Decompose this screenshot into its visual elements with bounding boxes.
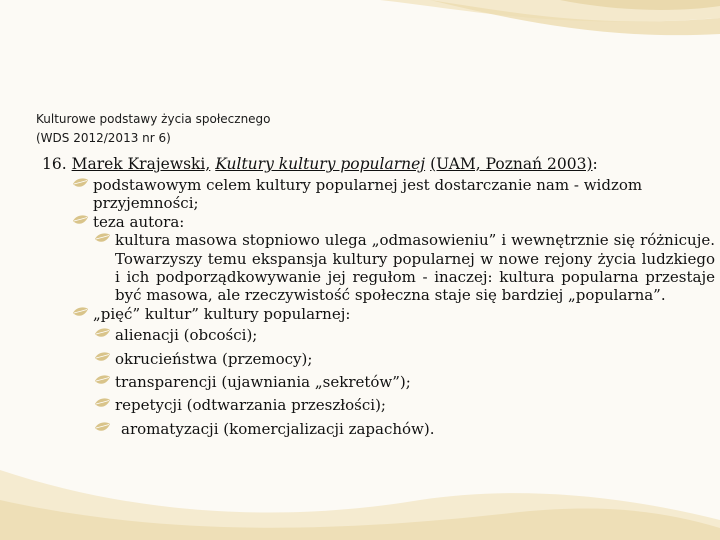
- list-item-text: aromatyzacji (komercjalizacji zapachów).: [121, 419, 435, 438]
- leaf-bullet-icon: [94, 374, 111, 388]
- list-item-text: alienacji (obcości);: [115, 326, 258, 345]
- list-item-text: transparencji (ujawniania „sekretów”);: [115, 373, 411, 392]
- list-item-text: teza autora:: [93, 212, 185, 231]
- slide-header: [36, 110, 271, 148]
- leaf-bullet-icon: [94, 397, 111, 411]
- leaf-bullet-icon: [72, 177, 89, 191]
- list-item: [93, 305, 682, 323]
- list-item: [115, 231, 715, 305]
- list-item-text: repetycji (odtwarzania przeszłości);: [115, 396, 386, 415]
- heading-number: 16.: [42, 155, 67, 173]
- list-item: [115, 326, 682, 344]
- list-item: [115, 396, 682, 414]
- heading-colon: :: [592, 155, 598, 173]
- list-item: [115, 350, 682, 368]
- leaf-bullet-icon: [72, 214, 89, 228]
- leaf-bullet-icon: [94, 421, 111, 435]
- header-course-code: (WDS 2012/2013 nr 6): [36, 131, 171, 145]
- list-item-text: podstawowym celem kultury popularnej jest dostarczanie nam - widzom przyjemności;: [93, 176, 643, 213]
- heading-author: Marek Krajewski,: [71, 155, 211, 173]
- heading-publisher: (UAM, Poznań 2003): [430, 155, 593, 173]
- list-item: [121, 420, 682, 438]
- leaf-bullet-icon: [72, 306, 89, 320]
- slide-heading: [42, 154, 682, 174]
- heading-book-title: Kultury kultury popularnej: [215, 155, 426, 173]
- leaf-bullet-icon: [94, 327, 111, 341]
- list-item-text: okrucieństwa (przemocy);: [115, 349, 313, 368]
- leaf-bullet-icon: [94, 232, 111, 246]
- header-course-title: Kulturowe podstawy życia społecznego: [36, 112, 271, 126]
- list-item: [93, 176, 682, 213]
- slide-content: [42, 154, 715, 438]
- leaf-bullet-icon: [94, 351, 111, 365]
- list-item: [115, 373, 682, 391]
- list-item-text: „pięć” kultur” kultury popularnej:: [93, 304, 351, 323]
- list-item-text: kultura masowa stopniowo ulega „odmasowieniu” i wewnętrznie się różnicuje. Towarzyszy temu ekspansja kultury popularnej w nowe rejony życia ludzkiego i ich podporządkowywanie jej regułom - inaczej: kultura popularna przestaje być masowa, ale rzeczywistość społeczna staje się bardziej „popularna”.: [115, 231, 715, 305]
- list-item: [93, 213, 682, 231]
